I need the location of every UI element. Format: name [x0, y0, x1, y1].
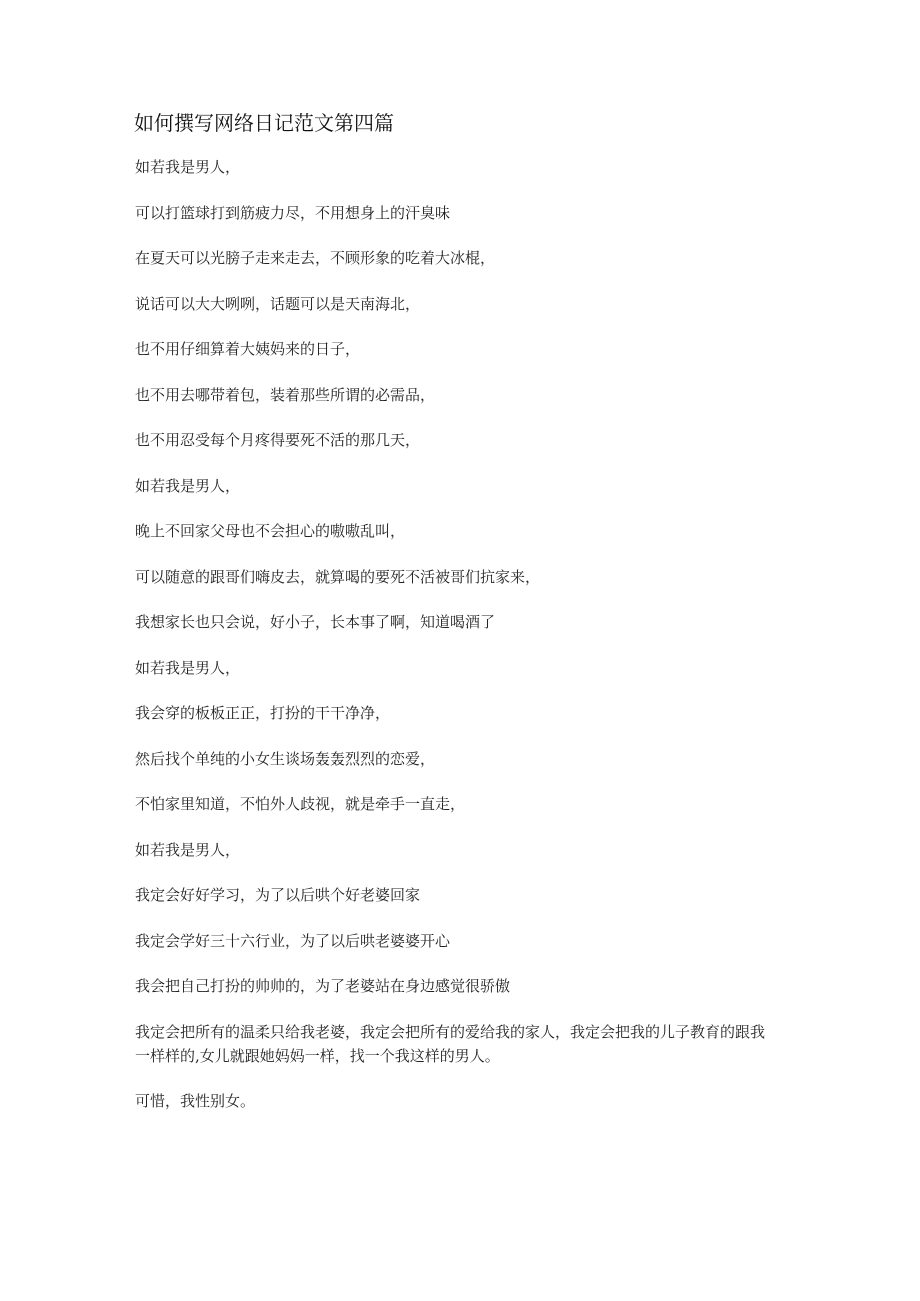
paragraph: 说话可以大大咧咧，话题可以是天南海北， — [135, 294, 421, 313]
paragraph: 我定会学好三十六行业，为了以后哄老婆婆开心 — [135, 931, 451, 950]
paragraph: 我定会把所有的温柔只给我老婆，我定会把所有的爱给我的家人，我定会把我的儿子教育的跟我一样样的,女儿就跟她妈妈一样，找一个我这样的男人。 — [135, 1022, 766, 1065]
paragraph: 可以随意的跟哥们嗨皮去，就算喝的要死不活被哥们抗家来， — [135, 567, 541, 586]
paragraph: 如若我是男人， — [135, 840, 241, 859]
paragraph: 如若我是男人， — [135, 158, 241, 176]
paragraph: 可惜，我性别女。 — [135, 1092, 256, 1110]
paragraph: 然后找个单纯的小女生谈场轰轰烈烈的恋爱， — [135, 749, 436, 768]
document-title: 如何撰写网络日记范文第四篇 — [134, 111, 394, 135]
paragraph: 我定会好好学习，为了以后哄个好老婆回家 — [135, 886, 421, 904]
paragraph: 晚上不回家父母也不会担心的嗷嗷乱叫， — [135, 522, 406, 540]
document-body — [135, 155, 775, 1135]
paragraph: 也不用去哪带着包，装着那些所谓的必需品， — [135, 385, 436, 404]
paragraph: 不怕家里知道，不怕外人歧视，就是牵手一直走， — [135, 795, 466, 813]
paragraph: 如若我是男人， — [135, 658, 241, 677]
paragraph: 在夏天可以光膀子走来走去，不顾形象的吃着大冰棍， — [135, 249, 496, 267]
paragraph: 我想家长也只会说，好小子，长本事了啊，知道喝酒了 — [135, 613, 496, 631]
paragraph: 也不用仔细算着大姨妈来的日子， — [135, 340, 361, 358]
paragraph: 如若我是男人， — [135, 476, 241, 495]
paragraph: 我会穿的板板正正，打扮的干干净净， — [135, 704, 391, 722]
paragraph: 可以打篮球打到筋疲力尽，不用想身上的汗臭味 — [135, 203, 451, 222]
paragraph: 我会把自己打扮的帅帅的，为了老婆站在身边感觉很骄傲 — [135, 977, 511, 995]
paragraph: 也不用忍受每个月疼得要死不活的那几天， — [135, 431, 421, 449]
